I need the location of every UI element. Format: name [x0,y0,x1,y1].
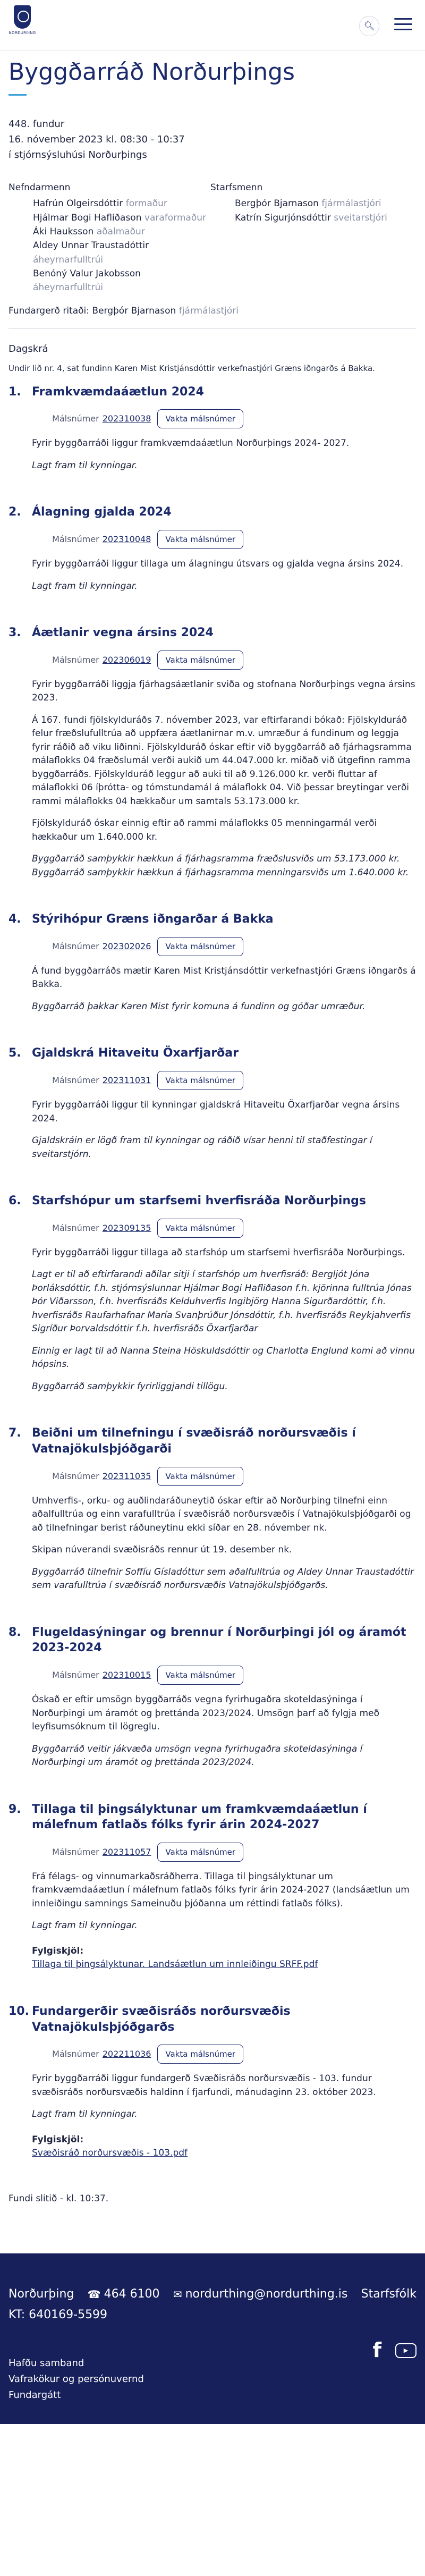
agenda-item [8,504,416,593]
youtube-icon[interactable]: ▶ [395,2343,416,2358]
decision-text: Byggðarráð þakkar Karen Mist fyrir komuna á fundinn og góðar umræður. [32,1001,366,1012]
agenda-item-body [8,530,416,593]
agenda-item-body [8,1666,416,1770]
footer-email-link[interactable] [173,2285,348,2303]
nefndarmenn-person [8,239,210,267]
case-number-label: Málsnúmer [52,2049,99,2059]
decision-text: Lagt fram til kynningar. [32,460,138,471]
phone-icon: ☎ [87,2287,101,2301]
agenda-item-title: Flugeldasýningar og brennur í Norðurþingi jól og áramót 2023-2024 [32,1625,406,1655]
footer-phone-link[interactable] [88,2285,160,2303]
footer-email: nordurthing@nordurthing.is [185,2287,348,2301]
watch-case-button[interactable]: Vakta málsnúmer [157,1843,243,1862]
agenda-item-title: Gjaldskrá Hitaveitu Öxarfjarðar [32,1046,239,1060]
divider [8,328,416,329]
case-number-link[interactable]: 202311057 [102,1846,151,1857]
case-number-link[interactable]: 202311031 [102,1075,151,1086]
agenda-item-body [8,1071,416,1161]
person-name: Benóný Valur Jakobsson [33,268,141,280]
person-role: aðalmaður [96,226,145,237]
agenda-item [8,625,416,880]
agenda-item-heading [8,911,416,927]
agenda-item-title: Fundargerðir svæðisráðs norðursvæðis Vatnajökulsþjóðgarðs [32,2004,291,2034]
case-number-label: Málsnúmer [52,1471,99,1481]
watch-case-button[interactable]: Vakta málsnúmer [157,937,243,956]
meeting-closed: Fundi slitið - kl. 10:37. [8,2193,109,2204]
attachments-label: Fylgiskjöl: [32,2134,84,2145]
person-role: fjármálastjóri [321,198,381,209]
agenda-item [8,2004,416,2160]
nefndarmenn-person [8,197,210,210]
meeting-number: 448. fundur [8,118,65,130]
title-underline [8,94,27,96]
agenda-item-body [8,1843,416,1972]
agenda-list [8,384,416,2160]
footer-link-privacy[interactable]: Vafrakökur og persónuvernd [8,2374,144,2385]
case-number-link[interactable]: 202310015 [102,1670,151,1680]
agenda-item-text: Fyrir byggðarráði liggur tillaga að starfshóp um starfsemi hverfisráða Norðurþings. [32,1247,405,1258]
agenda-item-number: 10. [8,2004,29,2018]
agenda-item-number: 6. [8,1194,21,1208]
footer-links [8,2355,416,2403]
agenda-item-number: 1. [8,385,21,399]
agenda-item-body [8,2045,416,2160]
agenda-title: Dagskrá [8,343,48,355]
person-name: Katrín Sigurjónsdóttir [235,212,331,223]
agenda-item-text: Fyrir byggðarráði liggur fundargerð Svæðisráðs norðursvæðis - 103. fundur svæðisráðs norðursvæðis haldinn í fjarfundi, mánudaginn 23. október 2023. [32,2073,376,2098]
agenda-item [8,1625,416,1770]
starfsmenn-column [210,181,412,295]
case-number-row [32,937,243,956]
hamburger-menu-icon[interactable] [394,18,412,33]
ritari-name: Bergþór Bjarnason [92,305,176,316]
agenda-item-number: 8. [8,1625,21,1639]
case-number-link[interactable]: 202310038 [102,413,151,424]
site-header [0,0,425,51]
agenda-item-body [8,1467,416,1593]
person-name: Hjálmar Bogi Hafliðason [33,212,142,223]
nefndarmenn-column [8,181,210,295]
decision-text: Einnig er lagt til að Nanna Steina Höskuldsdóttir og Charlotta Englund komi að vinnu hópsins. [32,1345,415,1370]
mail-icon: ✉ [173,2287,182,2301]
case-number-link[interactable]: 202306019 [102,654,151,665]
agenda-item-heading [8,1193,416,1209]
footer-kt: KT: 640169-5599 [8,2308,108,2322]
agenda-item-text: Fyrir byggðarráði liggur tillaga um álagningu útsvars og gjalda vegna ársins 2024. [32,559,404,570]
agenda-item-heading [8,1425,416,1457]
starfsmenn-title: Starfsmenn [210,182,263,193]
agenda-item-text: Fjölskylduráð óskar einnig eftir að rammi málaflokks 05 menningarmál verði hækkaður um 1.640.000 kr. [32,818,377,842]
case-number-row [32,1219,243,1238]
footer-phone: 464 6100 [104,2287,160,2301]
agenda-item [8,911,416,1013]
agenda-item [8,1425,416,1592]
case-number-row [32,1843,243,1862]
case-number-row [32,409,243,428]
agenda-item-heading [8,1625,416,1656]
agenda-item-title: Beiðni um tilnefningu í svæðisráð norðursvæðis í Vatnajökulsþjóðgarði [32,1426,356,1456]
watch-case-button[interactable]: Vakta málsnúmer [157,1467,243,1486]
case-number-row [32,651,243,670]
case-number-label: Málsnúmer [52,654,99,665]
footer-name: Norðurþing [8,2287,74,2301]
agenda-item-heading [8,1802,416,1833]
case-number-link[interactable]: 202302026 [102,941,151,951]
decision-text: Byggðarráð veitir jákvæða umsögn vegna fyrirhugaðra skoteldasýninga í Norðurþingi um áramót og þrettánda 2023/2024. [32,1743,363,1768]
nefndarmenn-person [8,211,210,225]
decision-text: Byggðarráð tilnefnir Soffíu Gísladóttur sem aðalfulltrúa og Aldey Unnar Traustadóttir sem varafulltrúa í svæðisráð norðursvæðis Vatnajökulsþjóðgarðs. [32,1566,414,1591]
agenda-item-text: Óskað er eftir umsögn byggðarráðs vegna fyrirhugaðra skoteldasýninga í Norðurþingi um áramót og þrettánda 2023/2024. Umsögn þarf að fylgja með leyfisumsóknum til lögreglu. [32,1694,379,1733]
decision-text: Gjaldskráin er lögð fram til kynningar og ráðið vísar henni til staðfestingar í sveitarstjórn. [32,1135,372,1160]
person-role: áheyrnarfulltrúi [33,254,103,265]
watch-case-button[interactable]: Vakta málsnúmer [157,1071,243,1090]
ritari-label: Fundargerð ritaði: [8,305,89,316]
agenda-item-title: Álagning gjalda 2024 [32,505,172,519]
coat-of-arms-icon [14,5,31,29]
person-role: formaður [125,198,167,209]
watch-case-button[interactable]: Vakta málsnúmer [157,2045,243,2064]
logo-text: NORÐURÞING [8,31,36,35]
person-name: Bergþór Bjarnason [235,198,319,209]
page-title: Byggðarráð Norðurþings [8,58,295,86]
main-content [0,58,425,2206]
case-number-link[interactable]: 202310048 [102,534,151,545]
agenda-item-number: 4. [8,913,21,926]
agenda-item [8,384,416,473]
case-number-row [32,2045,243,2064]
agenda-item-title: Stýrihópur Græns iðngarðar á Bakka [32,913,274,926]
agenda-item-text: Fyrir byggðarráði liggur framkvæmdaáætlun Norðurþings 2024- 2027. [32,438,350,449]
watch-case-button[interactable]: Vakta málsnúmer [157,651,243,670]
case-number-link[interactable]: 202311035 [102,1471,151,1481]
decision-text: Lagt fram til kynningar. [32,580,138,592]
decision-text: Lagt er til að eftirfarandi aðilar sitji í starfshóp um hverfisráð: Bergljót Jóna Þorláksdóttir, f.h. stjórnsýslunnar Hjálmar Bogi Hafliðason f.h. kjörinna fulltrúa Jónas Þór Viðarsson, f.h. hverfisráðs Kelduhverfis Ingibjörg Hanna Sigurðardóttir, f.h. hverfisráðs Raufarhafnar María Svanþrúður Jónsdóttir, f.h. hverfisráðs Reykjahverfis Sigríður Þorvaldsdóttir f.h. hverfisráðs Öxarfjarðar [32,1269,412,1335]
agenda-item-text: Fyrir byggðarráði liggja fjárhagsáætlanir sviða og stofnana Norðurþings vegna ársins 2023. [32,679,415,704]
starfsmenn-person [210,211,412,225]
watch-case-button[interactable]: Vakta málsnúmer [157,409,243,428]
agenda-item [8,1045,416,1161]
agenda-item-number: 3. [8,626,21,640]
case-number-label: Málsnúmer [52,534,99,545]
case-number-label: Málsnúmer [52,1670,99,1680]
nefndarmenn-title: Nefndarmenn [8,182,71,193]
agenda-item-heading [8,1045,416,1061]
agenda-item-heading [8,2004,416,2035]
case-number-label: Málsnúmer [52,413,99,424]
attachment-link[interactable]: Tillaga til þingsályktunar. Landsáætlun um innleiðingu SRFF.pdf [32,1959,318,1970]
agenda-item-heading [8,504,416,520]
agenda-item-text: Umhverfis-, orku- og auðlindaráðuneytið óskar eftir að Norðurþing tilnefni einn aðalfulltrúa og einn varafulltrúa í svæðisráð norðursvæðis í Vatnajökulsþjóðgarði og að tilnefningar berist ráðuneytinu ekki síðar en 28. nóvember nk. [32,1495,411,1533]
minutes-writer [8,305,416,318]
agenda-item-number: 9. [8,1802,21,1816]
watch-case-button[interactable]: Vakta málsnúmer [157,1219,243,1238]
agenda-item-body [8,937,416,1014]
site-footer [0,2253,425,2424]
footer-link-fundargatt[interactable]: Fundargátt [8,2389,61,2401]
meeting-meta [8,117,416,162]
case-number-row [32,1666,243,1685]
site-logo[interactable] [8,5,36,46]
agenda-item-body [8,1219,416,1394]
nefndarmenn-person [8,267,210,295]
decision-text: Lagt fram til kynningar. [32,1920,138,1931]
case-number-label: Málsnúmer [52,1222,99,1233]
footer-staff-link[interactable]: Starfsfólk [361,2287,416,2301]
case-number-label: Málsnúmer [52,1846,99,1857]
starfsmenn-person [210,197,412,210]
decision-text: Byggðarráð samþykkir hækkun á fjárhagsramma fræðslusviðs um 53.173.000 kr. Byggðarráð samþykkir hækkun á fjárhagsramma menningarsviðs um 1.640.000 kr. [32,854,409,878]
agenda-item [8,1193,416,1393]
agenda-item [8,1802,416,1972]
agenda-item-title: Tillaga til þingsályktunar um framkvæmdaáætlun í málefnum fatlaðs fólks fyrir árin 2024-2027 [32,1802,367,1832]
person-name: Áki Hauksson [33,226,94,237]
attachment-item [32,1958,416,1972]
case-number-link[interactable]: 202211036 [102,2049,151,2059]
footer-link-contact[interactable]: Hafðu samband [8,2358,84,2369]
search-icon: 🔍︎ [363,21,375,31]
case-number-label: Málsnúmer [52,941,99,951]
case-number-label: Málsnúmer [52,1075,99,1086]
person-role: sveitarstjóri [334,212,387,223]
facebook-icon[interactable]: f [372,2338,381,2362]
attachments-label: Fylgiskjöl: [32,1945,84,1956]
agenda-item-number: 5. [8,1046,21,1060]
agenda-item-text: Frá félags- og vinnumarkaðsráðherra. Tillaga til þingsályktunar um framkvæmdaáætlun í málefnum fatlaðs fólks fyrir árin 2024-2027 (landsáætlun um innleiðingu samnings Sameinuðu þjóðanna um réttindi fatlaðs fólks). [32,1871,410,1909]
agenda-item-heading [8,625,416,641]
meeting-place: í stjórnsýsluhúsi Norðurþings [8,149,147,161]
agenda-item-heading [8,384,416,400]
meeting-date: 16. nóvember 2023 kl. 08:30 - 10:37 [8,133,185,145]
case-number-row [32,1071,243,1090]
attendees [8,181,416,295]
case-number-link[interactable]: 202309135 [102,1222,151,1233]
agenda-item-text: Á fund byggðarráðs mætir Karen Mist Kristjánsdóttir verkefnastjóri Græns iðngarðs á Bakka. [32,965,416,990]
agenda-intro: Undir lið nr. 4, sat fundinn Karen Mist Kristjánsdóttir verkefnastjóri Græns iðngarðs á Bakka. [8,364,375,374]
person-name: Hafrún Olgeirsdóttir [33,198,123,209]
person-name: Aldey Unnar Traustadóttir [33,240,149,251]
agenda-item-body [8,409,416,472]
watch-case-button[interactable]: Vakta málsnúmer [157,1666,243,1685]
agenda-item-title: Áætlanir vegna ársins 2024 [32,626,214,640]
social-links [372,2335,416,2366]
case-number-row [32,530,243,549]
decision-text: Byggðarráð samþykkir fyrirliggjandi tillögu. [32,1381,228,1392]
agenda-item-text: Skipan núverandi svæðisráðs rennur út 19. desember nk. [32,1544,292,1556]
footer-contact-row [8,2285,416,2303]
agenda-item-number: 2. [8,505,21,519]
decision-text: Lagt fram til kynningar. [32,2109,138,2120]
search-button[interactable] [359,16,379,36]
agenda-item-body [8,651,416,880]
attachment-item [32,2147,416,2160]
watch-case-button[interactable]: Vakta málsnúmer [157,530,243,549]
attachment-link[interactable]: Svæðisráð norðursvæðis - 103.pdf [32,2148,188,2159]
person-role: varaformaður [144,212,206,223]
nefndarmenn-person [8,225,210,239]
case-number-row [32,1467,243,1486]
agenda-item-text: Fyrir byggðarráði liggur til kynningar gjaldskrá Hitaveitu Öxarfjarðar vegna ársins 2024. [32,1100,400,1124]
ritari-role: fjármálastjóri [178,305,239,316]
agenda-item-title: Starfshópur um starfsemi hverfisráða Norðurþings [32,1194,366,1208]
agenda-item-text: Á 167. fundi fjölskylduráðs 7. nóvember 2023, var eftirfarandi bókað: Fjölskylduráð felur fræðslufulltrúa að uppfæra áætlanirnar m.v. umræður á fundinum og leggja fyrir ráðið að viku liðinni. Fjölskylduráð óskar eftir við byggðarráð að fjárhagsramma málaflokks 04 fræðslumál verði aukið um 44.047.000 kr. miðað við útgefinn ramma byggðarráðs. Fjölskylduráð leggur að auki til að 9.126.000 kr. verði fluttar af málaflokki 06 íþrótta- og tómstundamál á málaflokk 04. Við þessar breytingar verði rammi málaflokks 04 hækkaður um samtals 53.173.000 kr. [32,714,412,807]
agenda-item-number: 7. [8,1426,21,1440]
person-role: áheyrnarfulltrúi [33,282,103,293]
agenda-item-title: Framkvæmdaáætlun 2024 [32,385,204,399]
